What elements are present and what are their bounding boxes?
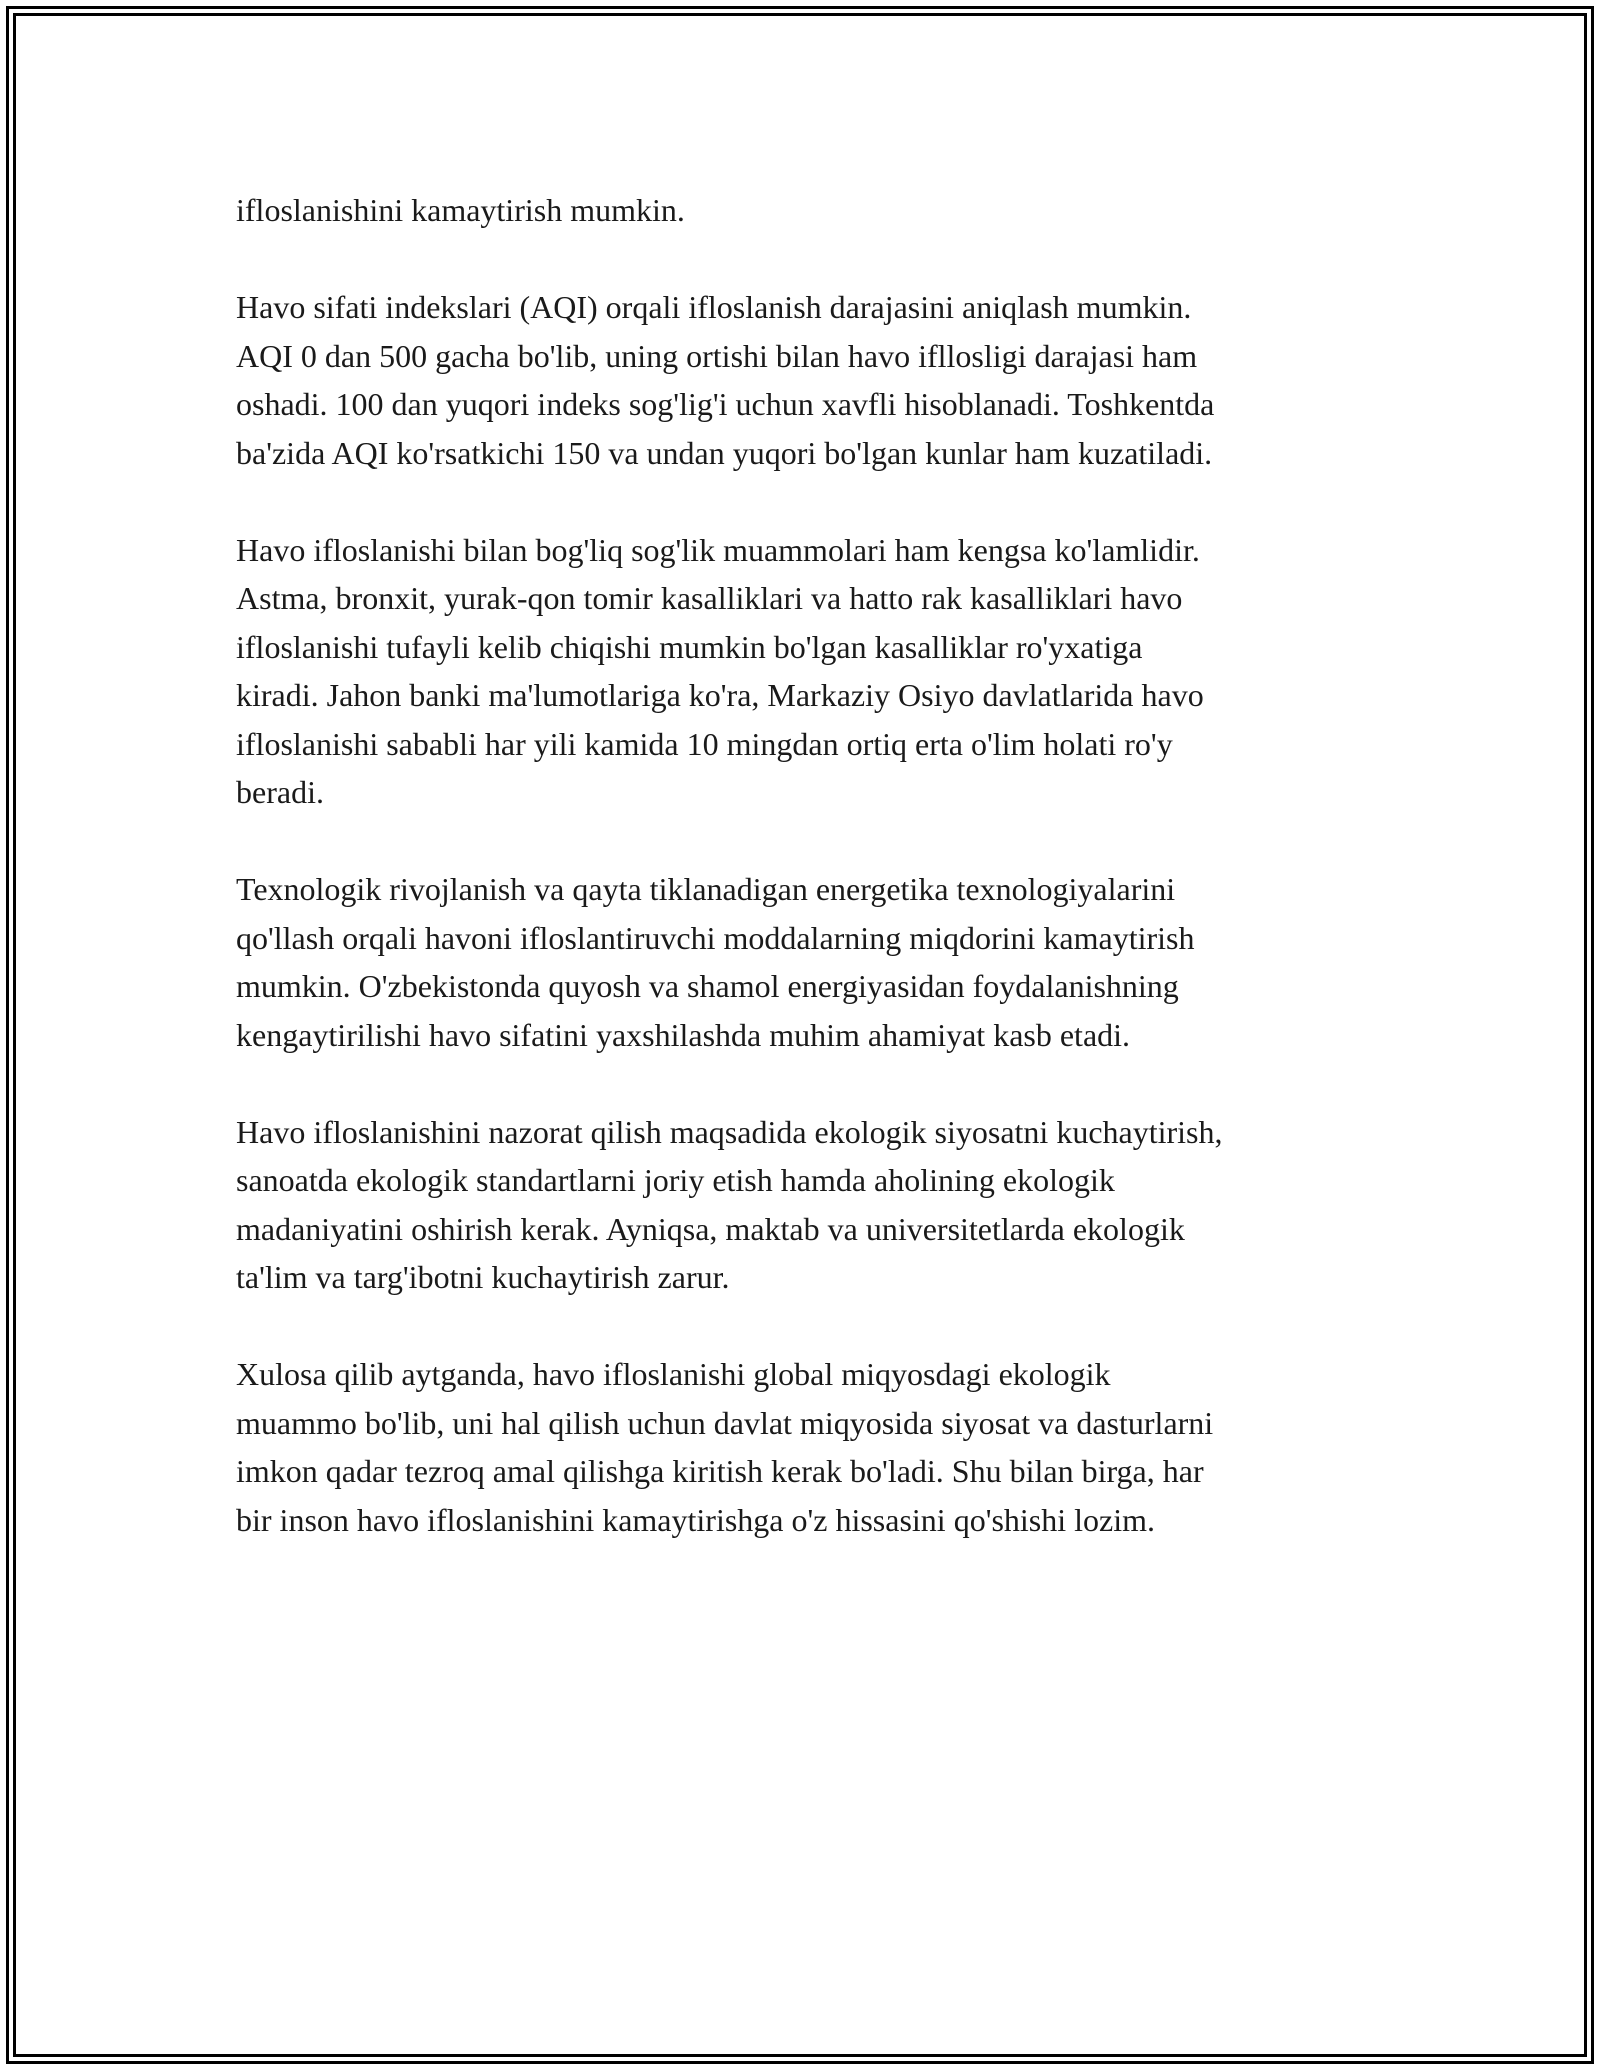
- text-line: ifloslanishini kamaytirish mumkin.: [236, 192, 685, 228]
- text-line: Havo ifloslanishini nazorat qilish maqsadida ekologik siyosatni kuchaytirish,: [236, 1113, 1223, 1150]
- text-line: Havo ifloslanishi bilan bog'liq sog'lik muammolari ham kengsa ko'lamlidir.: [236, 531, 1200, 568]
- paragraph-2: [236, 283, 1386, 477]
- text-line: Astma, bronxit, yurak-qon tomir kasalliklari va hatto rak kasalliklari havo: [236, 580, 1183, 616]
- paragraph-6: [236, 1350, 1386, 1544]
- text-line: sanoatda ekologik standartlarni joriy etish hamda aholining ekologik: [236, 1162, 1115, 1198]
- text-line: kiradi. Jahon banki ma'lumotlariga ko'ra, Markaziy Osiyo davlatlarida havo: [236, 677, 1204, 713]
- text-line: kengaytirilishi havo sifatini yaxshilashda muhim ahamiyat kasb etadi.: [236, 1016, 1131, 1053]
- paragraph-3: [236, 526, 1386, 817]
- text-line: beradi.: [236, 774, 324, 810]
- paragraph-1: [236, 186, 1386, 235]
- text-line: imkon qadar tezroq amal qilishga kiritish kerak bo'ladi. Shu bilan birga, har: [236, 1453, 1204, 1489]
- text-line: ta'lim va targ'ibotni kuchaytirish zarur.: [236, 1259, 730, 1295]
- text-line: muammo bo'lib, uni hal qilish uchun davlat miqyosida siyosat va dasturlarni: [236, 1404, 1214, 1441]
- text-line: Xulosa qilib aytganda, havo ifloslanishi global miqyosdagi ekologik: [236, 1356, 1111, 1392]
- text-line: oshadi. 100 dan yuqori indeks sog'lig'i uchun xavfli hisoblanadi. Toshkentda: [236, 386, 1215, 422]
- paragraph-4: [236, 865, 1386, 1059]
- document-body: [236, 186, 1386, 1544]
- text-line: bir inson havo ifloslanishini kamaytirishga o'z hissasini qo'shishi lozim.: [236, 1501, 1156, 1538]
- text-line: ifloslanishi sababli har yili kamida 10 mingdan ortiq erta o'lim holati ro'y: [236, 725, 1173, 762]
- text-line: Texnologik rivojlanish va qayta tiklanadigan energetika texnologiyalarini: [236, 871, 1176, 907]
- text-line: qo'llash orqali havoni ifloslantiruvchi moddalarning miqdorini kamaytirish: [236, 919, 1195, 956]
- paragraph-5: [236, 1108, 1386, 1302]
- text-line: Havo sifati indekslari (AQI) orqali ifloslanish darajasini aniqlash mumkin.: [236, 289, 1192, 325]
- text-line: madaniyatini oshirish kerak. Ayniqsa, maktab va universitetlarda ekologik: [236, 1210, 1185, 1247]
- text-line: mumkin. O'zbekistonda quyosh va shamol energiyasidan foydalanishning: [236, 968, 1179, 1004]
- text-line: AQI 0 dan 500 gacha bo'lib, uning ortishi bilan havo ifllosligi darajasi ham: [236, 337, 1198, 374]
- text-line: ifloslanishi tufayli kelib chiqishi mumkin bo'lgan kasalliklar ro'yxatiga: [236, 628, 1143, 665]
- text-line: ba'zida AQI ko'rsatkichi 150 va undan yuqori bo'lgan kunlar ham kuzatiladi.: [236, 434, 1213, 471]
